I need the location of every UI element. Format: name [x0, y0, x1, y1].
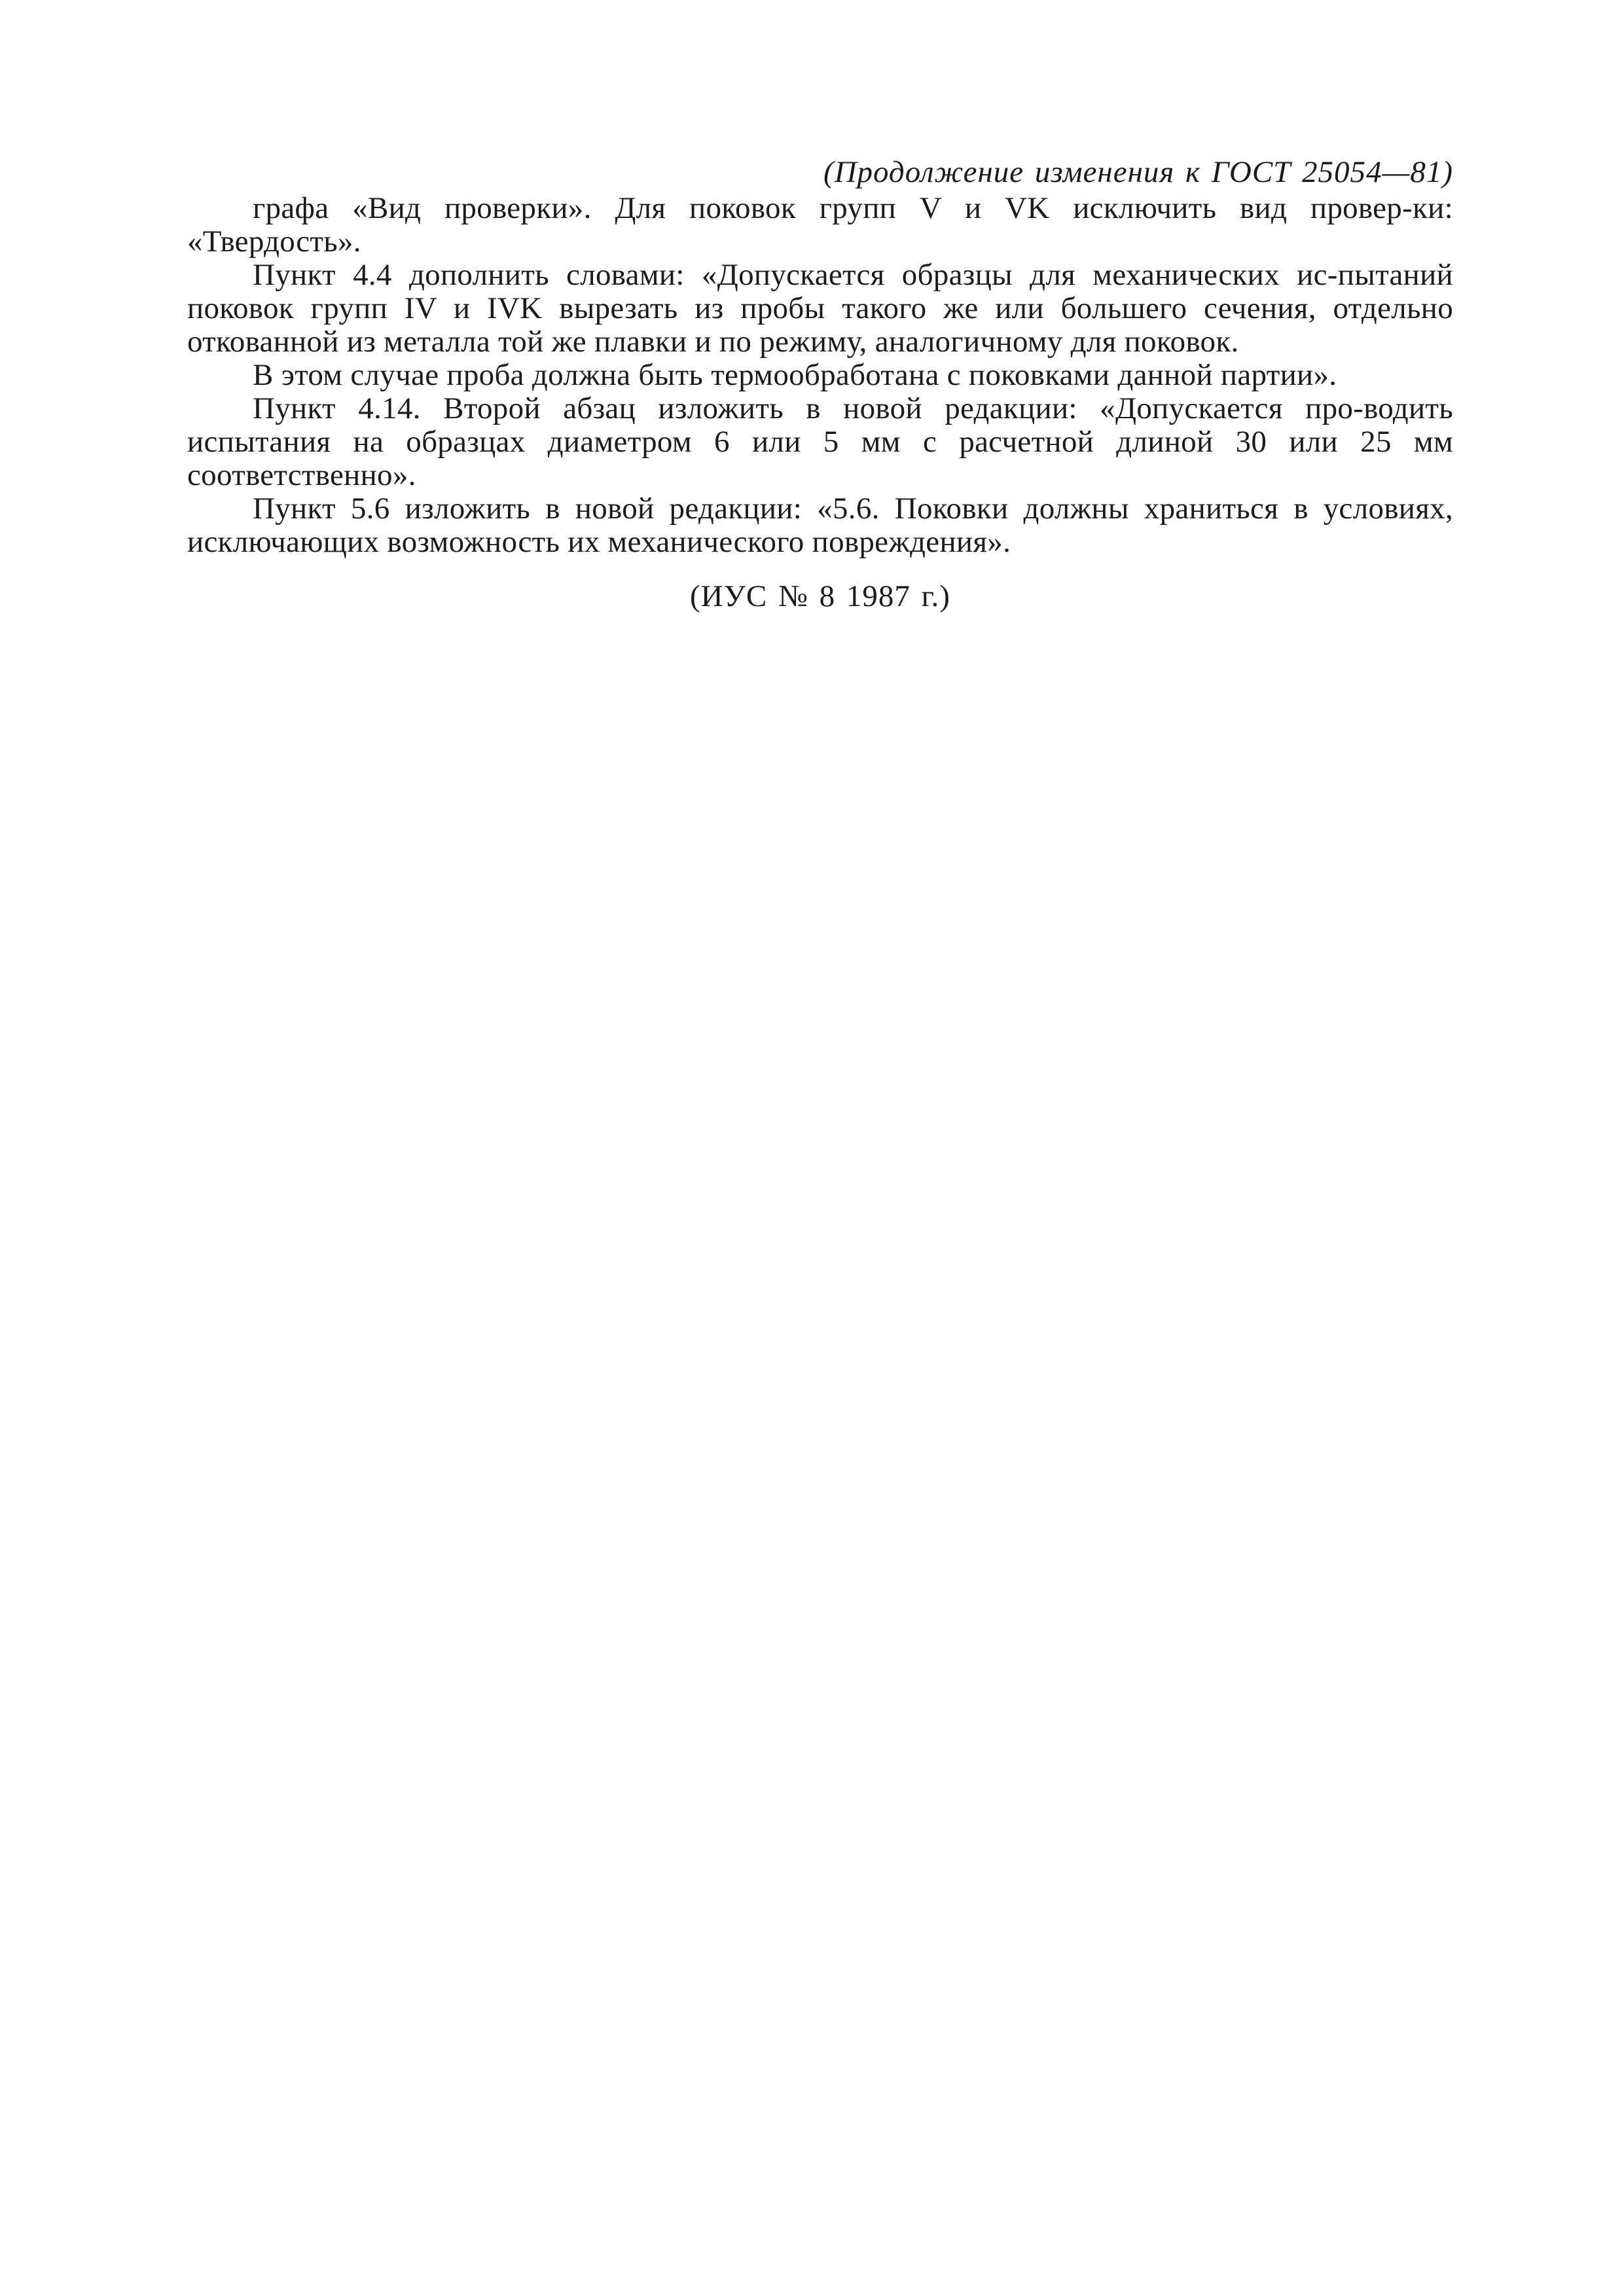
paragraph-1: графа «Вид проверки». Для поковок групп V и VK исключить вид провер-ки: «Твердость». — [187, 191, 1453, 259]
source-reference: (ИУС № 8 1987 г.) — [690, 579, 950, 613]
paragraph-3: В этом случае проба должна быть термообработана с поковками данной партии». — [253, 358, 1337, 392]
paragraph-2: Пункт 4.4 дополнить словами: «Допускается образцы для механических ис-пытаний поковок групп IV и IVK вырезать из пробы такого же или большего сечения, отдельно откованной из металла той же плавки и по режиму, аналогичному для поковок. — [187, 258, 1453, 359]
paragraph-4: Пункт 4.14. Второй абзац изложить в новой редакции: «Допускается про-водить испытания на образцах диаметром 6 или 5 мм с расчетной длиной 30 или 25 мм соответственно». — [187, 391, 1453, 492]
document-body — [187, 156, 1453, 613]
paragraph-5: Пункт 5.6 изложить в новой редакции: «5.6. Поковки должны храниться в условиях, исключающих возможность их механического повреждения». — [187, 492, 1453, 559]
continuation-header: (Продолжение изменения к ГОСТ 25054—81) — [823, 155, 1453, 189]
